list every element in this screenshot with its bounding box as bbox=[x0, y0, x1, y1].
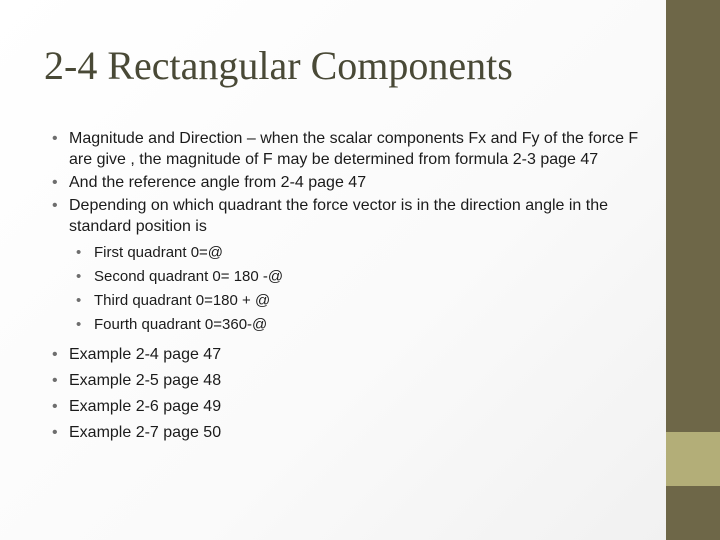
sub-bullet-item: • Third quadrant 0=180 + @ bbox=[52, 289, 652, 313]
example-list bbox=[52, 342, 652, 446]
sub-bullet-list bbox=[52, 241, 652, 337]
sidebar-bar-top bbox=[666, 0, 720, 432]
sidebar-bar-bottom bbox=[666, 486, 720, 540]
sub-bullet-item: • Second quadrant 0= 180 -@ bbox=[52, 265, 652, 289]
bullet-item: • Magnitude and Direction – when the scalar components Fx and Fy of the force F are give , the magnitude of F may be determined from formula 2-3 page 47 bbox=[52, 128, 652, 170]
example-item: • Example 2-7 page 50 bbox=[52, 420, 652, 446]
slide-body bbox=[52, 128, 652, 446]
sub-bullet-item: • First quadrant 0=@ bbox=[52, 241, 652, 265]
example-item: • Example 2-4 page 47 bbox=[52, 342, 652, 368]
bullet-item: • And the reference angle from 2-4 page 47 bbox=[52, 172, 652, 193]
example-item: • Example 2-5 page 48 bbox=[52, 368, 652, 394]
example-item: • Example 2-6 page 49 bbox=[52, 394, 652, 420]
sub-bullet-item: • Fourth quadrant 0=360-@ bbox=[52, 313, 652, 337]
bullet-item: • Depending on which quadrant the force vector is in the direction angle in the standard position is bbox=[52, 195, 652, 237]
sidebar-accent-block bbox=[666, 432, 720, 486]
slide-title: 2-4 Rectangular Components bbox=[44, 43, 513, 88]
